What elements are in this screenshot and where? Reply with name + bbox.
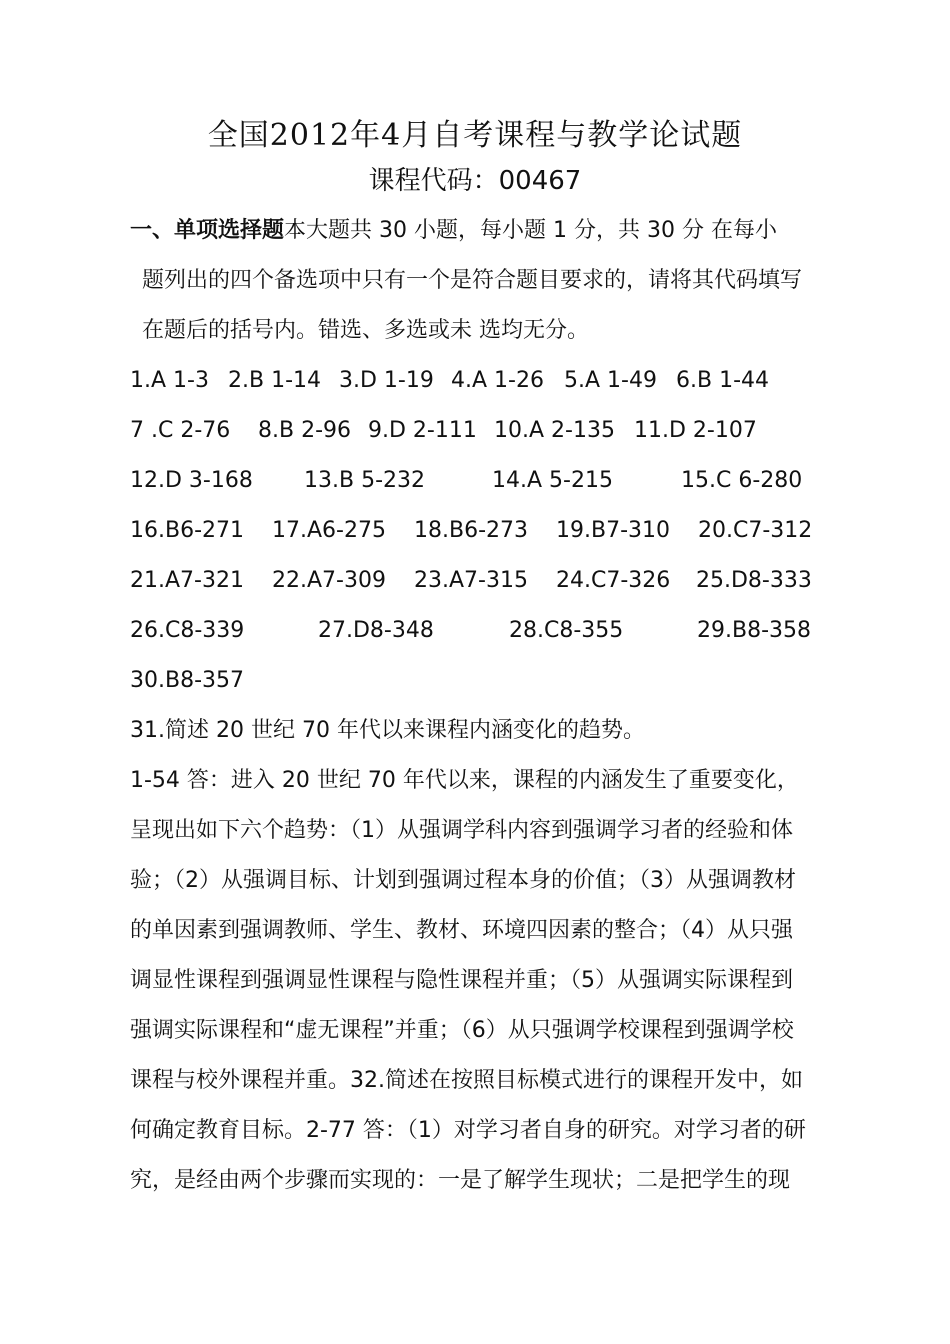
answer-item: 10.A 2-135 xyxy=(494,418,615,443)
answer-paragraph-line: 的单因素到强调教师、学生、教材、环境四因素的整合；（4）从只强 xyxy=(130,918,793,943)
section1-intro-text: 本大题共 30 小题，每小题 1 分，共 30 分 在每小 xyxy=(284,218,777,243)
answer-paragraph-line: 课程与校外课程并重。32.简述在按照目标模式进行的课程开发中，如 xyxy=(130,1068,803,1093)
answer-item: 19.B7-310 xyxy=(556,518,671,543)
answer-row xyxy=(130,517,820,545)
answer-paragraph-line: 何确定教育目标。2-77 答：（1）对学习者自身的研究。对学习者的研 xyxy=(130,1118,806,1143)
answer-row xyxy=(130,567,820,595)
answer-item: 4.A 1-26 xyxy=(451,368,544,393)
answer-item: 15.C 6-280 xyxy=(681,468,803,493)
section1-intro-line xyxy=(130,217,820,245)
answer-item: 13.B 5-232 xyxy=(304,468,425,493)
answer-item: 26.C8-339 xyxy=(130,618,245,643)
answer-paragraph-line: 呈现出如下六个趋势：（1）从强调学科内容到强调学习者的经验和体 xyxy=(130,818,793,843)
answer-item: 28.C8-355 xyxy=(509,618,624,643)
answer-paragraph-line: 调显性课程到强调显性课程与隐性课程并重；（5）从强调实际课程到 xyxy=(130,968,793,993)
answer-item: 27.D8-348 xyxy=(318,618,434,643)
answer-item: 12.D 3-168 xyxy=(130,468,253,493)
answer-item: 23.A7-315 xyxy=(414,568,528,593)
answer-item: 5.A 1-49 xyxy=(564,368,657,393)
answer-item: 22.A7-309 xyxy=(272,568,386,593)
answer-item: 11.D 2-107 xyxy=(634,418,757,443)
section1-intro-line: 题列出的四个备选项中只有一个是符合题目要求的，请将其代码填写 xyxy=(142,268,803,293)
answer-row xyxy=(130,617,820,645)
answer-item: 16.B6-271 xyxy=(130,518,245,543)
answer-item: 2.B 1-14 xyxy=(228,368,322,393)
answer-paragraph-line: 验；（2）从强调目标、计划到强调过程本身的价值；（3）从强调教材 xyxy=(130,868,796,893)
answer-item: 20.C7-312 xyxy=(698,518,813,543)
answer-item: 29.B8-358 xyxy=(697,618,812,643)
answer-item: 3.D 1-19 xyxy=(339,368,434,393)
page-title: 全国2012年4月自考课程与教学论试题 xyxy=(207,118,743,153)
course-code: 课程代码：00467 xyxy=(368,166,582,196)
answer-paragraph-line: 1-54 答：进入 20 世纪 70 年代以来，课程的内涵发生了重要变化， xyxy=(130,768,799,793)
answer-item: 1.A 1-3 xyxy=(130,368,209,393)
answer-item: 25.D8-333 xyxy=(696,568,812,593)
answer-paragraph-line: 究，是经由两个步骤而实现的：一是了解学生现状；二是把学生的现 xyxy=(130,1168,791,1193)
answer-item: 8.B 2-96 xyxy=(258,418,352,443)
answer-item: 18.B6-273 xyxy=(414,518,529,543)
answer-item: 9.D 2-111 xyxy=(368,418,477,443)
answer-row xyxy=(130,667,820,695)
section1-intro-line: 在题后的括号内。错选、多选或未 选均无分。 xyxy=(142,318,589,343)
section1-heading: 一、单项选择题 xyxy=(130,218,285,243)
answer-item: 14.A 5-215 xyxy=(492,468,613,493)
answer-item: 6.B 1-44 xyxy=(676,368,770,393)
answer-item: 21.A7-321 xyxy=(130,568,244,593)
question-31: 31.简述 20 世纪 70 年代以来课程内涵变化的趋势。 xyxy=(130,718,645,743)
answer-row xyxy=(130,467,820,495)
answer-item: 7 .C 2-76 xyxy=(130,418,231,443)
answer-item: 30.B8-357 xyxy=(130,668,245,693)
answer-row xyxy=(130,417,820,445)
answer-item: 17.A6-275 xyxy=(272,518,386,543)
answer-row xyxy=(130,367,820,395)
answer-paragraph-line: 强调实际课程和“虚无课程”并重；（6）从只强调学校课程到强调学校 xyxy=(130,1018,794,1043)
answer-item: 24.C7-326 xyxy=(556,568,671,593)
